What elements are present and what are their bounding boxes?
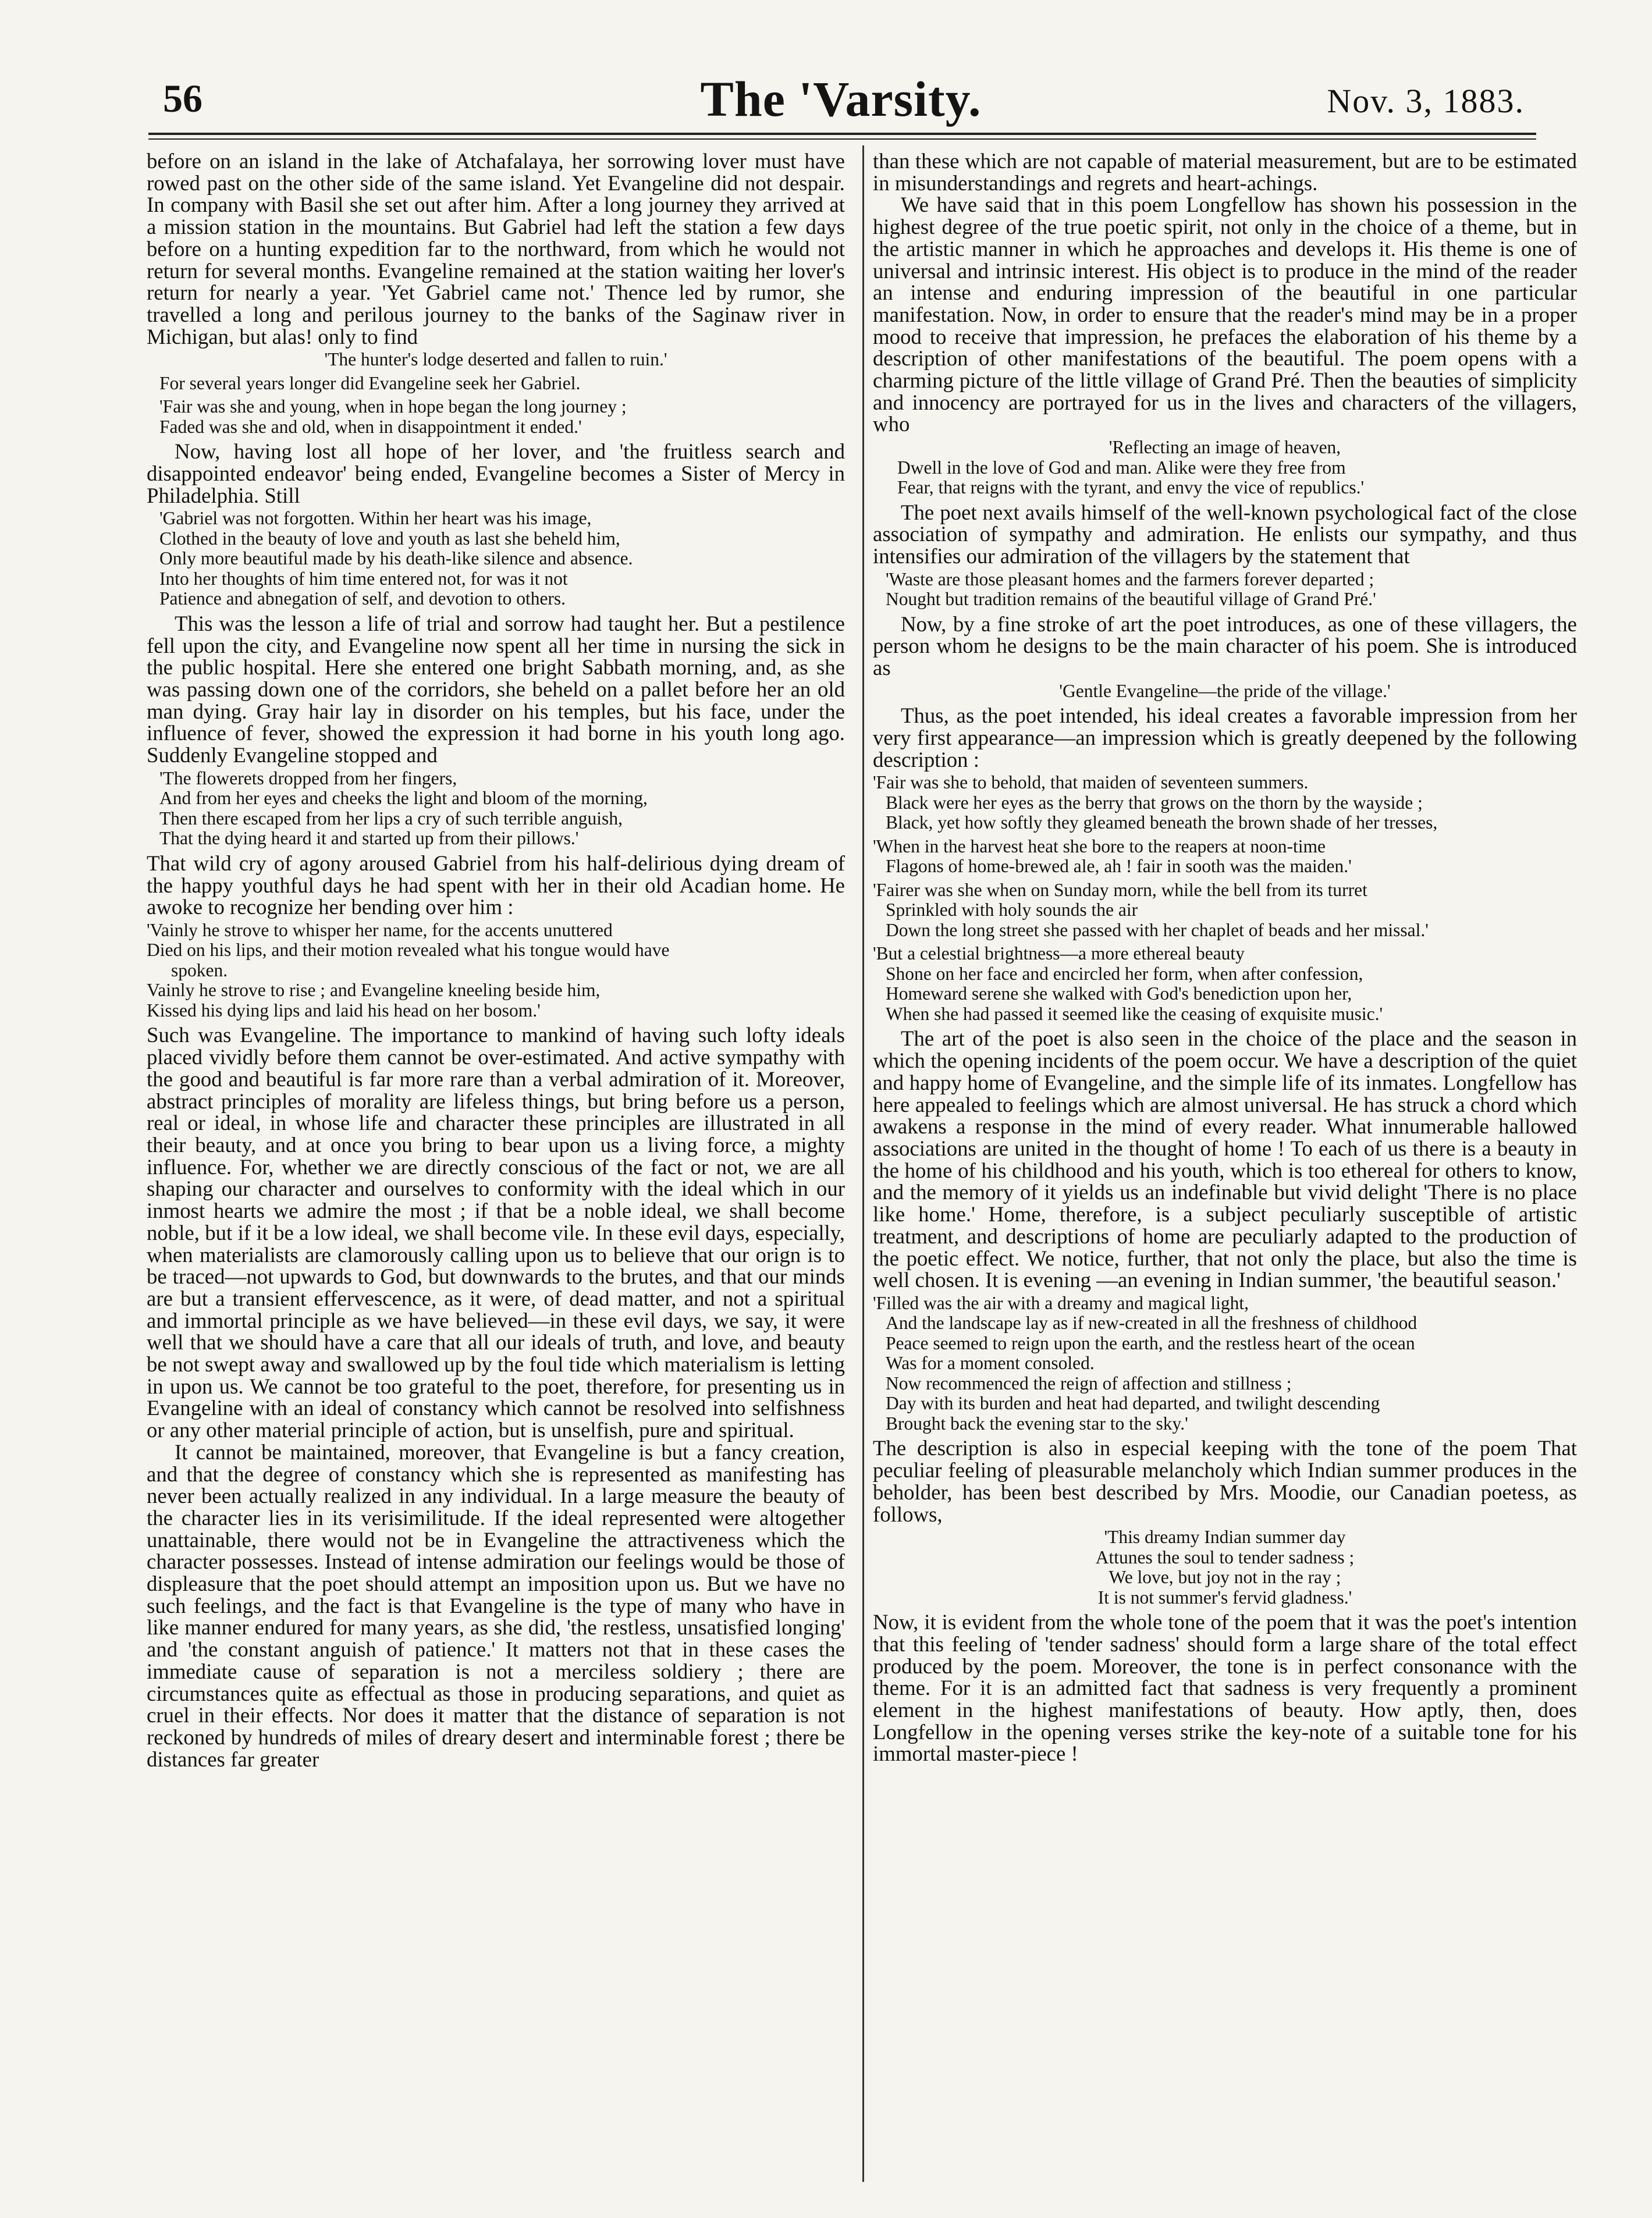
verse-line: Black were her eyes as the berry that grows on the thorn by the wayside ; [886, 792, 1423, 813]
paragraph: This was the lesson a life of trial and sorrow had taught her. But a pestilence fell upon the city, and Evangeline now spent all her time in nursing the sick in the public hospital. Here she entered one bright Sabbath morning, and, as she was passing down one of the corridors, she beheld on a pallet before her an old man dying. Gray hair lay in disorder on his temples, but his face, under the influence of fever, showed the expression it had borne in his youth long ago. Suddenly Evangeline stopped and [147, 611, 845, 767]
paragraph: Now, it is evident from the whole tone of the poem that it was the poet's intention that this feeling of 'tender sadness' should form a large share of the total effect produced by the poem. Moreover, the tone is in perfect consonance with the theme. For it is an admitted fact that sadness is very frequently a prominent element in the highest manifestations of beauty. How aptly, then, does Longfellow in the opening verses strike the key-note of a suitable tone for his immortal master-piece ! [873, 1610, 1577, 1766]
verse-quotation [873, 1293, 1577, 1434]
header-rule [148, 133, 1536, 135]
verse-line: 'When in the harvest heat she bore to the reapers at noon-time [873, 836, 1326, 856]
verse-line: It is not summer's fervid gladness.' [1097, 1587, 1352, 1608]
verse-line: For several years longer did Evangeline seek her Gabriel. [159, 372, 581, 393]
paragraph: The art of the poet is also seen in the choice of the place and the season in which the opening incidents of the poem occur. We have a description of the quiet and happy home of Evangeline, and the simple life of its inmates. Longfellow has here appealed to feelings which are almost universal. He has struck a chord which awakens a response in the mind of every reader. What innumerable hallowed associations are united in the thought of home ! To each of us there is a beauty in the home of his childhood and his youth, which is too ethereal for others to know, and the memory of it yields us an indefinable but vivid delight 'There is no place like home.' Home, therefore, is a subject peculiarly susceptible of artistic treatment, and descriptions of home are peculiarly adapted to the production of the poetic effect. We notice, further, that not only the place, but also the time is well chosen. It is evening —an evening in Indian summer, 'the beautiful season.' [873, 1026, 1577, 1292]
verse-line: 'Gabriel was not forgotten. Within her heart was his image, [159, 508, 592, 529]
verse-line: 'This dreamy Indian summer day [1104, 1527, 1346, 1548]
verse-line: 'Reflecting an image of heaven, [1109, 437, 1341, 458]
verse-quotation [873, 837, 1577, 877]
verse-line: And the landscape lay as if new-created in all the freshness of childhood [886, 1313, 1417, 1334]
verse-line: 'Gentle Evangeline—the pride of the village.' [1059, 680, 1391, 701]
verse-line: Sprinkled with holy sounds the air [886, 900, 1138, 920]
verse-line: 'Filled was the air with a dreamy and magical light, [873, 1292, 1249, 1313]
verse-line: Patience and abnegation of self, and devotion to others. [159, 588, 566, 609]
paragraph: Such was Evangeline. The importance to mankind of having such lofty ideals placed vividly before them cannot be over-estimated. And active sympathy with the good and beautiful is far more rare than a verbal admiration of it. Moreover, abstract principles of morality are lifeless things, but bring before us a person, real or ideal, in whose life and character these principles are illustrated in all their beauty, and at once you bring to bear upon us a living force, a mighty influence. For, whether we are directly conscious of the fact or not, we are all shaping our character and ourselves to conformity with the ideal which in our inmost hearts we admire the most ; if that be a noble ideal, we shall become noble, but if it be a low ideal, we shall become vile. In these evil days, especially, when materialists are clamorously calling upon us to believe that our orign is to be traced—not upwards to God, but downwards to the brutes, and that our minds are but a transient effervescence, as it were, of dead matter, and not a spiritual and immortal principle as we have believed—in these evil days, we say, it were well that we should have a care that all our ideals of truth, and love, and beauty be not swept away and swallowed up by the foul tide which materialism is letting in upon us. We cannot be too grateful to the poet, therefore, for presenting us in Evangeline with an ideal of constancy which cannot be resolved into selfishness or any other material principle of action, but is unselfish, pure and spiritual. [147, 1023, 845, 1442]
verse-quotation [873, 438, 1577, 498]
verse-line: Brought back the evening star to the sky.' [886, 1413, 1188, 1434]
paragraph: The poet next avails himself of the well-known psychological fact of the close association of sympathy and admiration. He enlists our sympathy, and thus intensifies our admiration of the villagers by the statement that [873, 500, 1577, 568]
verse-line: Died on his lips, and their motion revealed what his tongue would have [147, 940, 670, 961]
verse-line: Nought but tradition remains of the beautiful village of Grand Pré.' [886, 589, 1376, 610]
verse-line: 'Fair was she and young, when in hope began the long journey ; [159, 396, 627, 417]
paragraph: The description is also in especial keeping with the tone of the poem That peculiar feeling of pleasurable melancholy which Indian summer produces in the beholder, has been best described by Mrs. Moodie, our Canadian poetess, as follows, [873, 1436, 1577, 1526]
verse-line: We love, but joy not in the ray ; [1109, 1567, 1341, 1588]
verse-line: And from her eyes and cheeks the light and bloom of the morning, [159, 788, 648, 809]
verse-line: 'Waste are those pleasant homes and the farmers forever departed ; [886, 568, 1374, 589]
verse-quotation [873, 944, 1577, 1024]
verse-quotation [873, 773, 1577, 833]
verse-line: Fear, that reigns with the tyrant, and envy the vice of republics.' [897, 477, 1365, 498]
verse-line: That the dying heard it and started up from their pillows.' [159, 828, 579, 849]
verse-line: Day with its burden and heat had departed, and twilight descending [886, 1393, 1380, 1414]
paragraph: before on an island in the lake of Atchafalaya, her sorrowing lover must have rowed past on the other side of the same island. Yet Evangeline did not despair. In company with Basil she set out after him. After a long journey they arrived at a mission station in the mountains. But Gabriel had left the station a few days before on a hunting expedition far to the northward, from which he would not return for several months. Evangeline remained at the station waiting her lover's return for nearly a year. 'Yet Gabriel came not.' Thence led by rumor, she travelled a long and perilous journey to the banks of the Saginaw river in Michigan, but alas! only to find [147, 149, 845, 349]
verse-quotation [873, 570, 1577, 610]
verse-line: Down the long street she passed with her chaplet of beads and her missal.' [886, 919, 1429, 940]
page-number: 56 [163, 76, 202, 120]
verse-line: Peace seemed to reign upon the earth, and the restless heart of the ocean [886, 1332, 1415, 1353]
verse-line: Clothed in the beauty of love and youth as last she beheld him, [159, 528, 620, 549]
paragraph: That wild cry of agony aroused Gabriel from his half-delirious dying dream of the happy youthful days he had spent with her in their old Acadian home. He awoke to recognize her bending over him : [147, 851, 845, 919]
verse-line: Dwell in the love of God and man. Alike were they free from [897, 457, 1346, 478]
verse-line: Faded was she and old, when in disappointment it ended.' [159, 416, 582, 437]
verse-line: 'Fairer was she when on Sunday morn, while the bell from its turret [873, 879, 1367, 900]
paragraph: We have said that in this poem Longfellow has shown his possession in the highest degree of the true poetic spirit, not only in the choice of a theme, but in the artistic manner in which he approaches and develops it. His theme is one of universal and intrinsic interest. His object is to produce in the mind of the reader an intense and enduring impression of the beautiful in one particular manifestation. Now, in order to ensure that the reader's mind may be in a proper mood to receive that impression, he prefaces the elaboration of his theme by a description of other manifestations of the beautiful. The poem opens with a charming picture of the little village of Grand Pré. Then the beauties of simplicity and innocency are portrayed for us in the lives and characters of the villagers, who [873, 193, 1577, 436]
verse-line: Homeward serene she walked with God's benediction upon her, [886, 983, 1352, 1004]
verse-line: Into her thoughts of him time entered not, for was it not [159, 568, 568, 589]
verse-line: Now recommenced the reign of affection and stillness ; [886, 1373, 1292, 1394]
paragraph: than these which are not capable of material measurement, but are to be estimated in misunderstandings and regrets and heart-achings. [873, 149, 1577, 195]
verse-quotation [147, 920, 845, 1021]
verse-line: Flagons of home-brewed ale, ah ! fair in sooth was the maiden.' [886, 856, 1352, 877]
left-column [147, 150, 845, 1770]
verse-quotation [147, 509, 845, 609]
verse-quotation [147, 374, 845, 394]
verse-line: 'But a celestial brightness—a more ethereal beauty [873, 943, 1245, 964]
masthead-title: The 'Varsity. [700, 71, 982, 127]
verse-quotation [873, 681, 1577, 702]
verse-quotation [873, 880, 1577, 941]
issue-date: Nov. 3, 1883. [1327, 82, 1525, 120]
page-header [151, 70, 1530, 134]
verse-line: Was for a moment consoled. [886, 1353, 1095, 1374]
right-column [873, 150, 1577, 1765]
verse-quotation [147, 769, 845, 849]
verse-quotation [147, 350, 845, 370]
verse-line: Vainly he strove to rise ; and Evangeline kneeling beside him, [147, 980, 601, 1001]
header-rule-thin [148, 138, 1536, 140]
verse-line: Black, yet how softly they gleamed beneath the brown shade of her tresses, [886, 812, 1438, 833]
verse-line: 'The flowerets dropped from her fingers, [159, 767, 457, 788]
verse-line: When she had passed it seemed like the ceasing of exquisite music.' [886, 1003, 1383, 1024]
paragraph: Now, by a fine stroke of art the poet introduces, as one of these villagers, the person whom he designs to be the main character of his poem. She is introduced as [873, 612, 1577, 680]
verse-line: Attunes the soul to tender sadness ; [1095, 1547, 1355, 1567]
paragraph: Thus, as the poet intended, his ideal creates a favorable impression from her very first appearance—an impression which is greatly deepened by the following description : [873, 703, 1577, 772]
verse-line: Only more beautiful made by his death-like silence and absence. [159, 548, 633, 569]
paragraph: Now, having lost all hope of her lover, and 'the fruitless search and disappointed endeavor' being ended, Evangeline becomes a Sister of Mercy in Philadelphia. Still [147, 439, 845, 507]
verse-line: Kissed his dying lips and laid his head on her bosom.' [147, 1000, 541, 1021]
verse-line: 'Fair was she to behold, that maiden of seventeen summers. [873, 772, 1309, 793]
column-divider [862, 145, 864, 2182]
verse-line: Shone on her face and encircled her form, when after confession, [886, 963, 1363, 984]
verse-line: Then there escaped from her lips a cry of such terrible anguish, [159, 808, 623, 829]
verse-line: spoken. [171, 959, 228, 980]
verse-line: 'Vainly he strove to whisper her name, for the accents unuttered [147, 919, 613, 940]
paragraph: It cannot be maintained, moreover, that Evangeline is but a fancy creation, and that the degree of constancy which she is represented as manifesting has never been actually realized in any individual. In a large measure the beauty of the character lies in its verisimilitude. If the ideal represented were altogether unattainable, there would not be in Evangeline the attractiveness which the character possesses. Instead of intense admiration our feelings would be those of displeasure that the poet should attempt an imposition upon us. But we have no such feelings, and the fact is that Evangeline is the type of many who have in like manner endured for many years, as she did, 'the restless, unsatisfied longing' and 'the constant anguish of patience.' It matters not that in these cases the immediate cause of separation is not a merciless soldiery ; there are circumstances quite as effectual as those in producing separations, and quiet as cruel in their effects. Nor does it matter that the distance of separation is not reckoned by hundreds of miles of dreary desert and interminable forest ; there be distances far greater [147, 1439, 845, 1771]
verse-line: 'The hunter's lodge deserted and fallen to ruin.' [324, 349, 667, 370]
verse-quotation [147, 397, 845, 437]
verse-quotation [873, 1527, 1577, 1608]
